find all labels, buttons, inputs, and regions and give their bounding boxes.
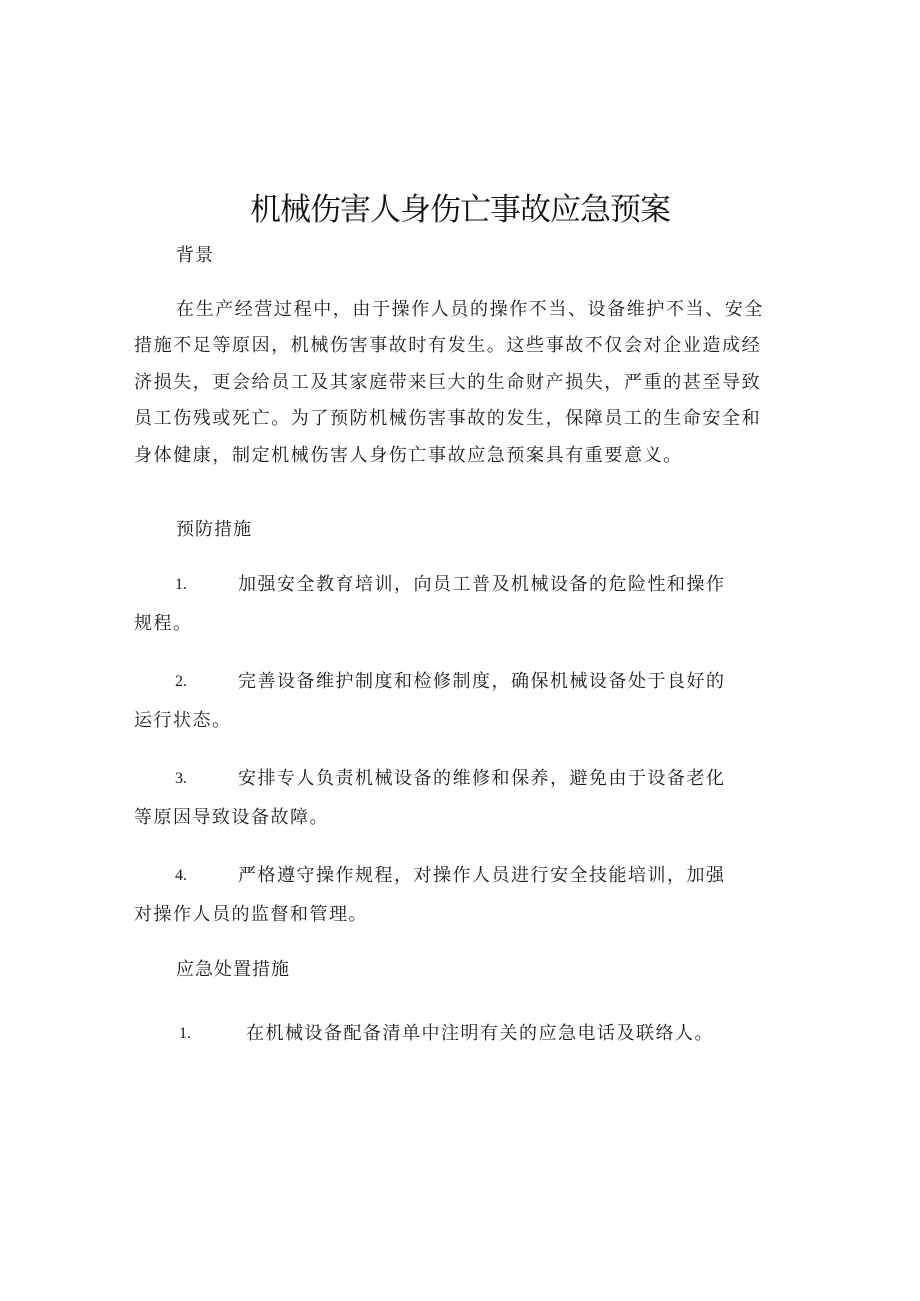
list-number: 1.	[179, 1025, 191, 1042]
list-item-line-cont: 运行状态。	[134, 710, 232, 731]
list-item-line-cont: 等原因导致设备故障。	[134, 807, 329, 828]
list-number: 3.	[175, 770, 187, 787]
section-heading-emergency: 应急处置措施	[176, 959, 290, 980]
list-item-line: 完善设备维护制度和检修制度，确保机械设备处于良好的	[238, 671, 726, 692]
list-item-line: 在机械设备配备清单中注明有关的应急电话及联络人。	[246, 1023, 714, 1044]
list-item-line-cont: 对操作人员的监督和管理。	[134, 904, 368, 925]
list-number: 1.	[175, 576, 187, 593]
section-heading-prevention: 预防措施	[176, 519, 252, 540]
list-item-line-cont: 规程。	[134, 613, 193, 634]
section-heading-background: 背景	[176, 245, 214, 266]
list-item-line: 严格遵守操作规程，对操作人员进行安全技能培训，加强	[238, 865, 726, 886]
list-number: 4.	[175, 867, 187, 884]
list-item-line: 安排专人负责机械设备的维修和保养，避免由于设备老化	[238, 768, 726, 789]
list-item-line: 加强安全教育培训，向员工普及机械设备的危险性和操作	[238, 574, 726, 595]
document-title: 机械伤害人身伤亡事故应急预案	[250, 192, 670, 228]
list-number: 2.	[175, 673, 187, 690]
background-paragraph: 在生产经营过程中，由于操作人员的操作不当、设备维护不当、安全措施不足等原因，机械伤害事故时有发生。这些事故不仅会对企业造成经济损失，更会给员工及其家庭带来巨大的生命财产损失，严重的甚至导致员工伤残或死亡。为了预防机械伤害事故的发生，保障员工的生命安全和身体健康，制定机械伤害人身伤亡事故应急预案具有重要意义。	[134, 299, 764, 466]
